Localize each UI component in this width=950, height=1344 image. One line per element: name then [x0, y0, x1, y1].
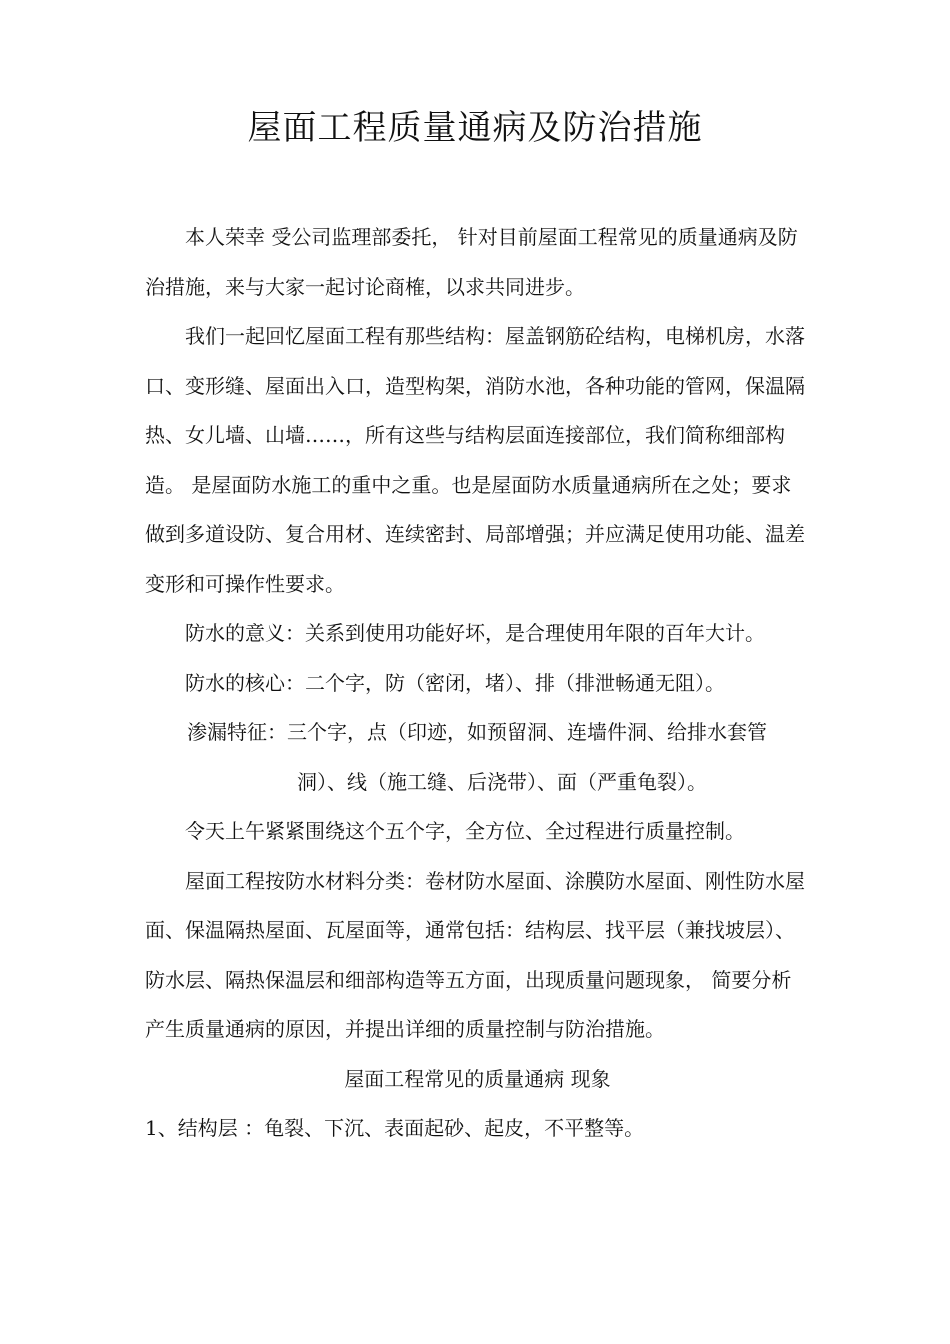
- paragraph-significance: 防水的意义：关系到使用功能好坏，是合理使用年限的百年大计。: [185, 621, 765, 645]
- paragraph-intro: 本人荣幸 受公司监理部委托， 针对目前屋面工程常见的质量通病及防治措施，来与大家一起讨论商榷，以求共同进步。: [145, 225, 798, 299]
- paragraph-focus: 令天上午紧紧围绕这个五个字，全方位、全过程进行质量控制。: [185, 819, 745, 843]
- section-heading: 屋面工程常见的质量通病 现象: [344, 1066, 611, 1091]
- document-body: [145, 213, 810, 1154]
- paragraph-leak-features: 渗漏特征：三个字，点（印迹，如预留洞、连墙件洞、给排水套管洞）、线（施工缝、后浇带）、面（严重龟裂）。: [187, 720, 767, 794]
- document-title: 屋面工程质量通病及防治措施: [247, 108, 703, 148]
- paragraph-core: 防水的核心：二个字，防（密闭，堵）、排（排泄畅通无阻）。: [185, 670, 725, 695]
- list-item: 1、结构层 ：龟裂、下沉、表面起砂、起皮，不平整等。: [145, 1116, 645, 1140]
- paragraph-structure: 我们一起回忆屋面工程有那些结构：屋盖钢筋砼结构，电梯机房，水落口、变形缝、屋面出入口，造型构架，消防水池，各种功能的管网，保温隔热、女儿墙、山墙……，所有这些与结构层面连接部位，我们简称细部构造。 是屋面防水施工的重中之重。也是屋面防水质量通病所在之处；要求做到多道设防、复合用材、连续密封、局部增强；并应满足使用功能、温差变形和可操作性要求。: [145, 324, 805, 596]
- paragraph-classification: 屋面工程按防水材料分类：卷材防水屋面、涂膜防水屋面、刚性防水屋面、保温隔热屋面、瓦屋面等，通常包括：结构层、找平层（兼找坡层）、防水层、隔热保温层和细部构造等五方面，出现质量问题现象， 简要分析产生质量通病的原因，并提出详细的质量控制与防治措施。: [145, 868, 805, 1041]
